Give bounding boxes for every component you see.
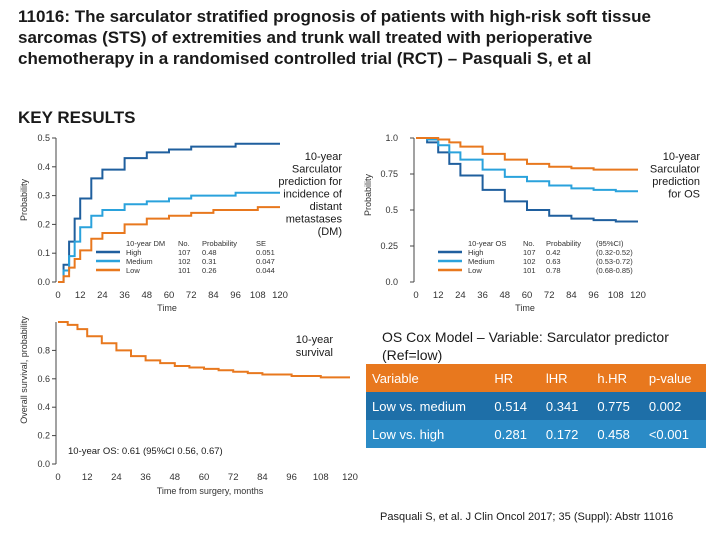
dm-series-high-line (58, 144, 280, 282)
overall-y-tick-label: 0.0 (37, 459, 50, 469)
cox-header-cell: Variable (366, 364, 488, 392)
overall-x-tick-label: 24 (111, 472, 122, 483)
overall-x-tick-label: 12 (81, 472, 93, 483)
os-x-tick-label: 72 (543, 290, 555, 301)
cox-cell: 0.775 (591, 392, 642, 420)
cox-header-cell: HR (488, 364, 539, 392)
cox-header-cell: lHR (540, 364, 591, 392)
os-table-header: (95%CI) (596, 239, 624, 248)
dm-x-tick-label: 36 (119, 290, 130, 301)
dm-x-tick-label: 0 (55, 290, 61, 301)
os-table-cell: 107 (523, 248, 536, 257)
os-x-tick-label: 48 (499, 290, 511, 301)
overall-x-tick-label: 36 (140, 472, 151, 483)
dm-x-tick-label: 84 (208, 290, 219, 301)
overall-y-axis-label: Overall survival, probability (19, 316, 29, 424)
dm-x-tick-label: 60 (163, 290, 175, 301)
page-title: 11016: The sarculator stratified prognosis of patients with high-risk soft tissue sarcomas (STS) of extremities and trunk wall treated with perioperative chemotherapy in a randomised controlled trial (RCT) – Pasquali S, et al (18, 7, 651, 68)
os-x-tick-label: 24 (455, 290, 466, 301)
dm-table-cell: 0.48 (202, 248, 217, 257)
table-row (366, 420, 706, 448)
cox-model-table (366, 364, 706, 448)
dm-table-cell: 0.051 (256, 248, 275, 257)
os-table-cell: (0.32-0.52) (596, 248, 633, 257)
cox-cell: <0.001 (643, 420, 706, 448)
os-y-tick-label: 0.5 (385, 205, 398, 215)
dm-y-axis-label: Probability (19, 178, 29, 222)
dm-y-tick-label: 0.2 (37, 219, 50, 230)
os-table-cell: 0.63 (546, 257, 561, 266)
overall-x-tick-label: 72 (227, 472, 239, 483)
dm-table-cell: 107 (178, 248, 191, 257)
overall-annotation: 10-year survival (295, 334, 333, 359)
os-table-header: No. (523, 239, 535, 248)
dm-table-cell: Low (126, 266, 140, 275)
os-table-cell: 0.78 (546, 266, 561, 275)
os-table-cell: High (468, 248, 484, 257)
dm-table-cell: High (126, 248, 142, 257)
dm-y-tick-label: 0.3 (37, 190, 50, 201)
dm-x-tick-label: 48 (141, 290, 153, 301)
dm-table-cell: 0.044 (256, 266, 275, 275)
overall-footnote: 10-year OS: 0.61 (95%CI 0.56, 0.67) (68, 446, 223, 457)
overall-x-tick-label: 108 (312, 472, 329, 483)
os-table-cell: 0.42 (546, 248, 561, 257)
os-x-tick-label: 0 (413, 290, 419, 301)
citation: Pasquali S, et al. J Clin Oncol 2017; 35 (Suppl): Abstr 11016 (380, 511, 674, 523)
os-x-tick-label: 108 (607, 290, 624, 301)
dm-table-cell: 0.31 (202, 257, 217, 266)
os-x-axis-label: Time (515, 303, 535, 313)
dm-series-medium-line (58, 193, 280, 282)
overall-y-tick-label: 0.2 (37, 430, 50, 441)
overall-x-tick-label: 120 (342, 472, 358, 483)
dm-annotation: 10-year Sarculator prediction for incidence of distant metastases (DM) (278, 151, 342, 238)
overall-y-tick-label: 0.8 (37, 345, 50, 356)
dm-table-cell: Medium (126, 257, 153, 266)
dm-x-tick-label: 72 (185, 290, 197, 301)
dm-y-tick-label: 0.1 (37, 248, 50, 259)
dm-x-axis-label: Time (157, 303, 177, 313)
overall-x-tick-label: 60 (198, 472, 210, 483)
dm-table-cell: 0.26 (202, 266, 217, 275)
dm-x-tick-label: 108 (249, 290, 266, 301)
os-x-tick-label: 36 (477, 290, 488, 301)
dm-y-tick-label: 0.4 (37, 161, 50, 172)
dm-table-header: 10-year DM (126, 239, 166, 248)
cox-cell: 0.172 (540, 420, 591, 448)
cox-cell: 0.341 (540, 392, 591, 420)
dm-table-cell: 102 (178, 257, 191, 266)
os-x-tick-label: 60 (521, 290, 533, 301)
dm-x-tick-label: 120 (272, 290, 288, 301)
overall-y-tick-label: 0.6 (37, 373, 50, 384)
os-x-tick-label: 120 (630, 290, 646, 301)
overall-x-tick-label: 96 (286, 472, 297, 483)
os-table-cell: (0.53-0.72) (596, 257, 633, 266)
section-heading: KEY RESULTS (18, 108, 136, 127)
cox-cell: Low vs. medium (366, 392, 488, 420)
table-row (366, 392, 706, 420)
overall-x-tick-label: 84 (257, 472, 268, 483)
cox-model-title: OS Cox Model – Variable: Sarculator predictor (Ref=low) (382, 329, 669, 363)
dm-table-header: Probability (202, 239, 238, 248)
cox-header-cell: h.HR (591, 364, 642, 392)
dm-x-tick-label: 24 (97, 290, 108, 301)
overall-y-tick-label: 0.4 (37, 402, 50, 413)
os-x-tick-label: 84 (566, 290, 577, 301)
cox-cell: 0.281 (488, 420, 539, 448)
os-table-header: Probability (546, 239, 582, 248)
cox-cell: 0.002 (643, 392, 706, 420)
dm-y-tick-label: 0.5 (37, 133, 50, 143)
os-y-tick-label: 1.0 (385, 133, 398, 143)
os-table-cell: (0.68-0.85) (596, 266, 633, 275)
os-y-tick-label: 0.75 (380, 169, 398, 179)
dm-table-cell: 101 (178, 266, 191, 275)
os-y-axis-label: Probability (363, 173, 373, 217)
os-table-header: 10-year OS (468, 239, 507, 248)
dm-x-tick-label: 96 (230, 290, 241, 301)
os-y-tick-label: 0.0 (385, 277, 398, 287)
os-x-tick-label: 12 (432, 290, 444, 301)
cox-header-row (366, 364, 706, 392)
dm-table-header: No. (178, 239, 190, 248)
overall-x-tick-label: 48 (169, 472, 181, 483)
overall-x-tick-label: 0 (55, 472, 61, 483)
os-x-tick-label: 96 (588, 290, 599, 301)
cox-cell: 0.514 (488, 392, 539, 420)
os-annotation: 10-year Sarculator prediction for OS (649, 151, 700, 201)
cox-cell: Low vs. high (366, 420, 488, 448)
os-table-cell: 102 (523, 257, 536, 266)
dm-table-cell: 0.047 (256, 257, 275, 266)
dm-x-tick-label: 12 (74, 290, 86, 301)
cox-header-cell: p-value (643, 364, 706, 392)
os-table-cell: Medium (468, 257, 495, 266)
dm-table-header: SE (256, 239, 267, 248)
os-table-cell: Low (468, 266, 482, 275)
cox-cell: 0.458 (591, 420, 642, 448)
os-y-tick-label: 0.25 (380, 241, 398, 251)
os-table-cell: 101 (523, 266, 536, 275)
overall-x-axis-label: Time from surgery, months (156, 486, 264, 496)
dm-y-tick-label: 0.0 (37, 277, 50, 287)
